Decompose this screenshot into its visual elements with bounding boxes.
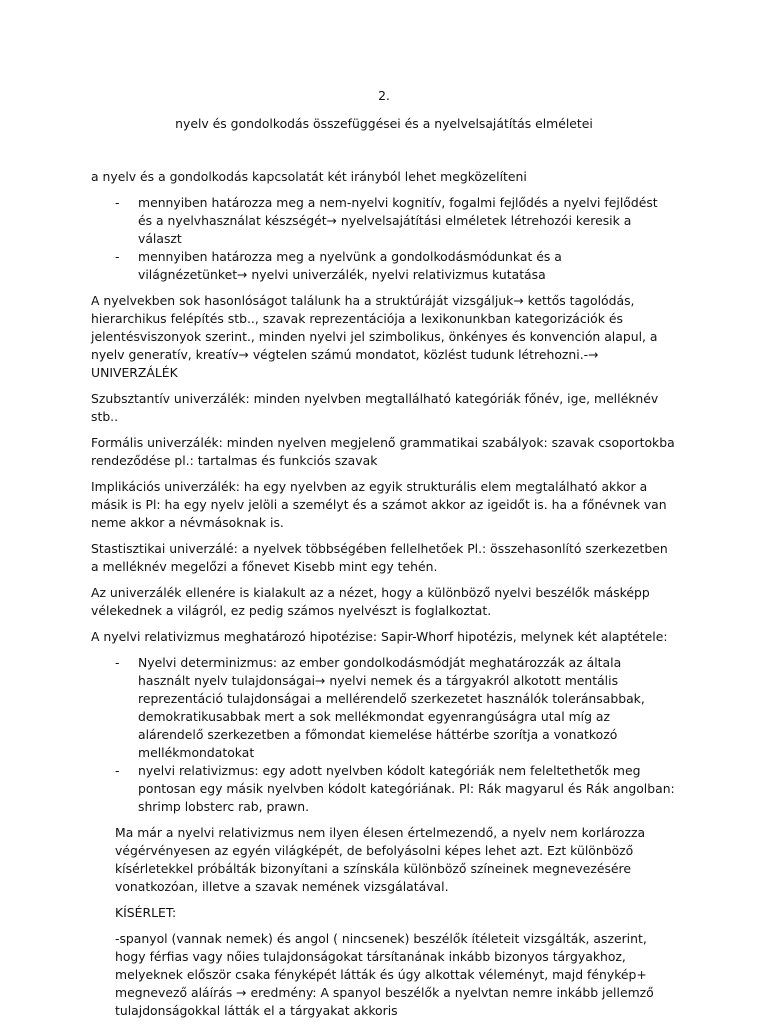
list-item: - nyelvi relativizmus: egy adott nyelvben kódolt kategóriák nem feleltethetők meg pontosan egy másik nyelvben kódolt kategóriának. Pl: Rák magyarul és Rák angolban: shrimp lobsterc rab, prawn. — [91, 762, 675, 816]
page-number: 2. — [378, 88, 390, 103]
paragraph-substantive-universals: Szubsztantív univerzálék: minden nyelvben megtallálható kategóriák főnév, ige, melléknév stb.. — [91, 391, 659, 424]
paragraph-formal-universals: Formális univerzálék: minden nyelven megjelenő grammatikai szabályok: szavak csoportokba rendeződése pl.: tartalmas és funkciós szavak — [91, 435, 675, 468]
list-item: - mennyiben határozza meg a nem-nyelvi kognitív, fogalmi fejlődés a nyelvi fejlődést és a nyelvhasználat készségét→ nyelvelsajátítási elméletek létrehozói keresik a választ — [91, 194, 675, 248]
document-body — [91, 168, 675, 1028]
intro-list — [91, 194, 675, 284]
intro-paragraph: a nyelv és a gondolkodás kapcsolatát két irányból lehet megközelíteni — [91, 169, 527, 184]
paragraph-despite-universals: Az univerzálék ellenére is kialakult az a nézet, hogy a különböző nyelvi beszélők másképp vélekednek a világról, ez pedig számos nyelvészt is foglalkoztat. — [91, 585, 650, 618]
paragraph-statistical-universals: Stastisztikai univerzálé: a nyelvek többségében fellelhetőek Pl.: összehasonlító szerkezetben a melléknév megelőzi a főnevet Kisebb mint egy tehén. — [91, 541, 668, 574]
paragraph-experiment: -spanyol (vannak nemek) és angol ( nincsenek) beszélők ítéleteit vizsgálták, aszerint, hogy férfias vagy nőies tulajdonságokat társítanának inkább bizonyos tárgyakhoz, melyeknek először csaka fényképét látták és úgy alkottak véleményt, majd fénykép+ megnevező aláírás → eredmény: A spanyol beszélők a nyelvtan nemre inkább jellemző tulajdonságokkal látták el a tárgyakat akkoris — [115, 931, 654, 1018]
paragraph-universals: A nyelvekben sok hasonlóságot találunk ha a struktúráját vizsgáljuk→ kettős tagolódás, hierarchikus felépítés stb.., szavak reprezentációja a lexikonunkban kategorizációk és jelentésviszonyok szerint., minden nyelvi jel szimbolikus, önkényes és konvención alapul, a nyelv generatív, kreatív→ végtelen számú mondatot, közlést tudunk létrehozni.-→ UNIVERZÁLÉK — [91, 293, 658, 380]
list-item: - mennyiben határozza meg a nyelvünk a gondolkodásmódunkat és a világnézetünket→ nyelvi univerzálék, nyelvi relativizmus kutatása — [91, 248, 675, 284]
paragraph-implicational-universals: Implikációs univerzálék: ha egy nyelvben az egyik strukturális elem megtalálható akkor a másik is Pl: ha egy nyelv jelöli a személyt és a számot akkor az igeidőt is. ha a főnévnek van neme akkor a névmásoknak is. — [91, 479, 667, 530]
paragraph-sapir-whorf: A nyelvi relativizmus meghatározó hipotézise: Sapir-Whorf hipotézis, melynek két alaptétele: — [91, 629, 668, 644]
relativism-list — [91, 654, 675, 816]
document-title: nyelv és gondolkodás összefüggései és a nyelvelsajátítás elméletei — [175, 116, 593, 131]
experiment-heading: KÍSÉRLET: — [115, 905, 177, 920]
list-item: - Nyelvi determinizmus: az ember gondolkodásmódját meghatározzák az általa használt nyelv tulajdonságai→ nyelvi nemek és a tárgyakról alkotott mentális reprezentáció tulajdonságai a mellérendelő szerkezetet használók toleránsabbak, demokratikusabbak mert a sok mellékmondat egyenrangúságra utal míg az alárendelő szerkezetben a főmondat kiemelése háttérbe szorítja a vonatkozó mellékmondatokat — [91, 654, 675, 762]
paragraph-modern-view: Ma már a nyelvi relativizmus nem ilyen élesen értelmezendő, a nyelv nem korlározza végérvényesen az egyén világképét, de befolyásolni képes lehet azt. Ezt különböző kísérletekkel próbálták bizonyítani a színskála különböző színeinek megnevezésére vonatkozóan, illetve a szavak nemének vizsgálatával. — [115, 825, 646, 894]
